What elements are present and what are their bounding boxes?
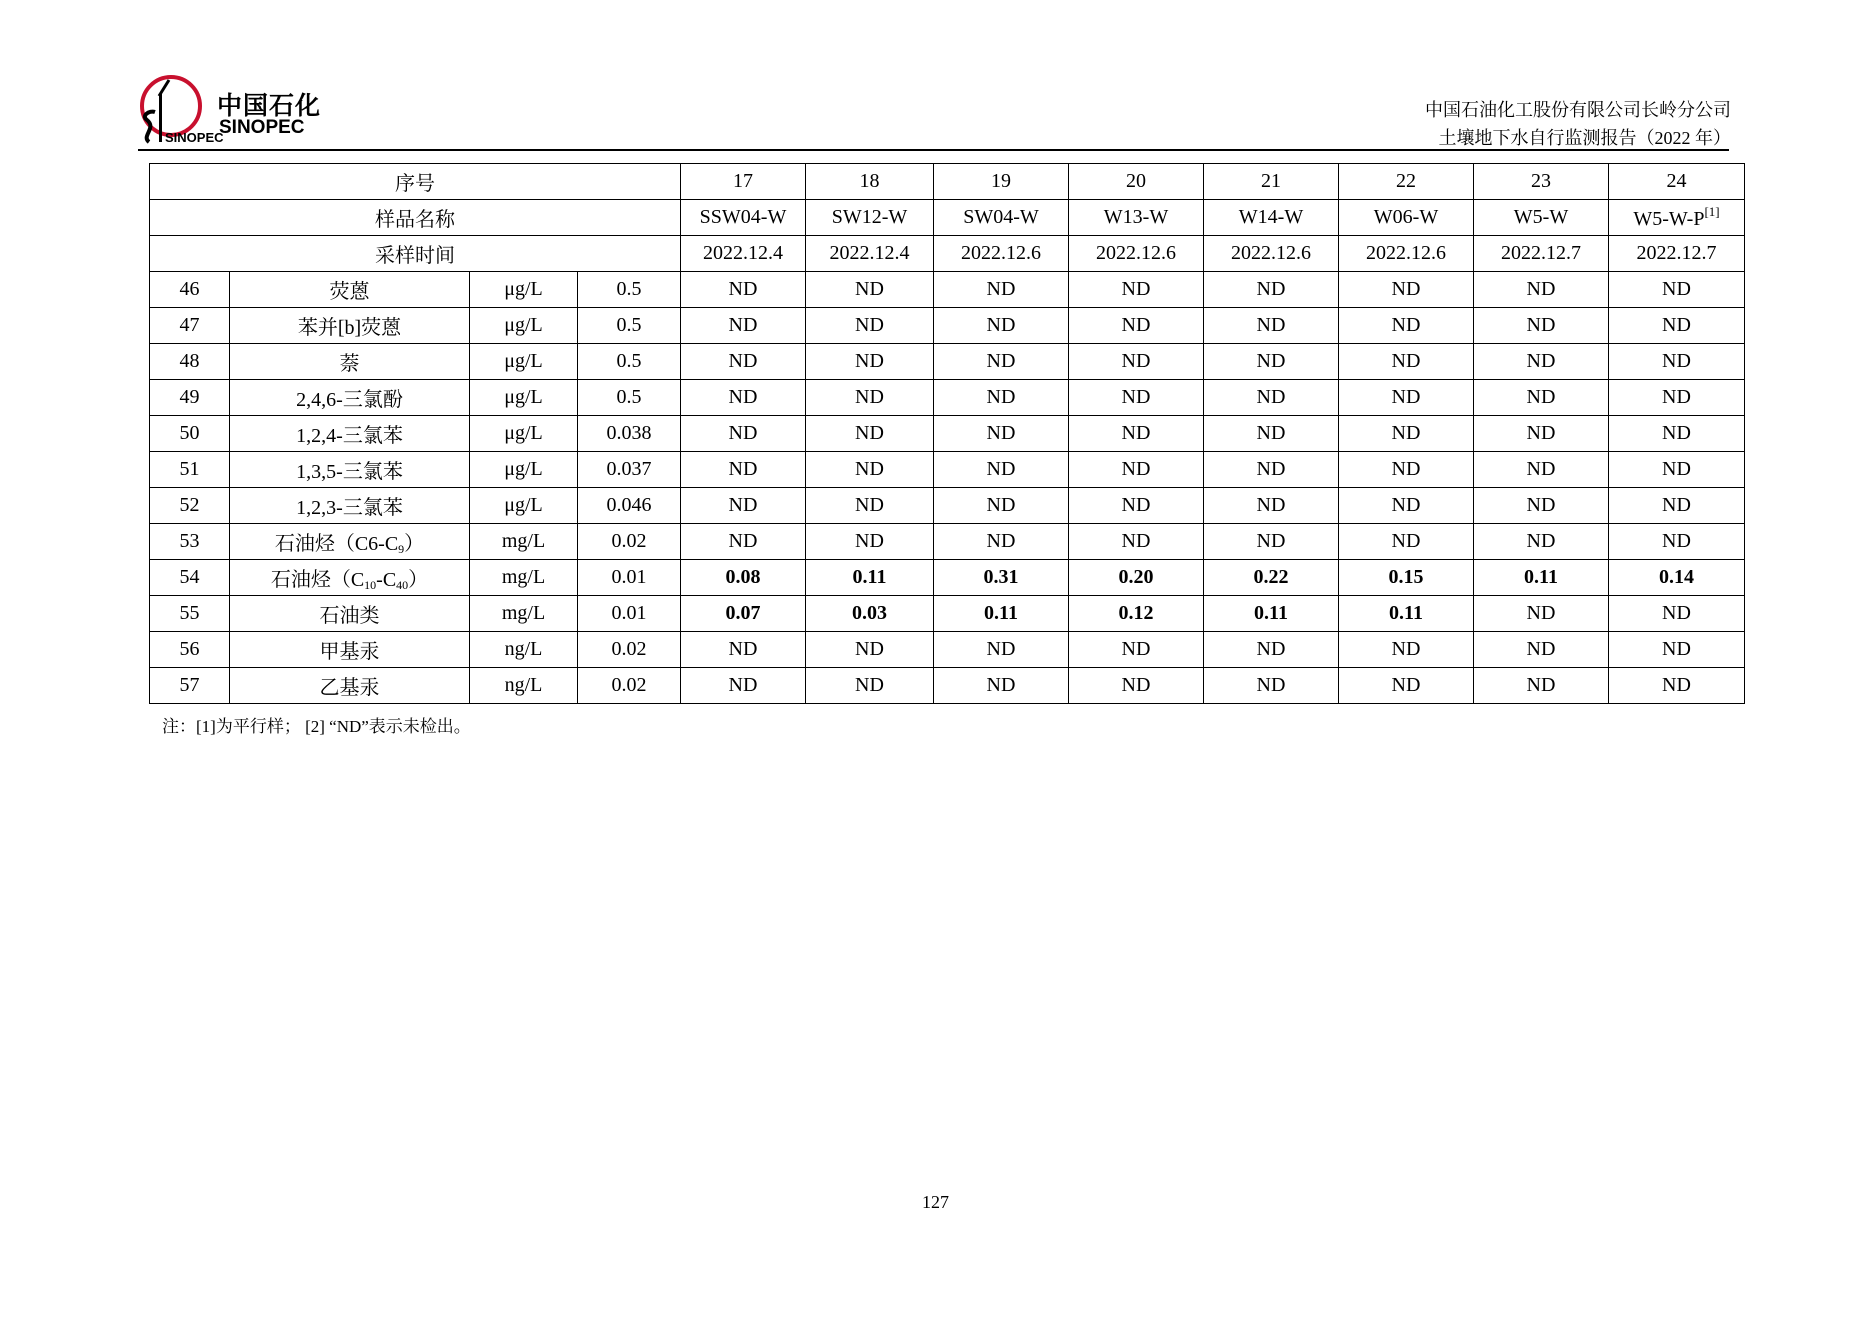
result-value: ND bbox=[1609, 416, 1745, 452]
row-number: 56 bbox=[150, 632, 230, 668]
column-sample-name: W13-W bbox=[1069, 200, 1204, 236]
result-value: ND bbox=[681, 272, 806, 308]
result-value: 0.03 bbox=[806, 596, 934, 632]
result-value: 0.11 bbox=[806, 560, 934, 596]
analyte-subscript: 9 bbox=[398, 541, 405, 556]
result-value: ND bbox=[934, 488, 1069, 524]
result-value: 0.31 bbox=[934, 560, 1069, 596]
unit: ng/L bbox=[470, 668, 578, 704]
column-sample-name: SW04-W bbox=[934, 200, 1069, 236]
logo-english-name: SINOPEC bbox=[219, 117, 305, 138]
detection-limit: 0.02 bbox=[578, 668, 681, 704]
analyte-name: 荧蒽 bbox=[230, 272, 470, 308]
table-row bbox=[150, 416, 1745, 452]
table-row bbox=[150, 344, 1745, 380]
result-value: ND bbox=[681, 416, 806, 452]
column-sampling-date: 2022.12.6 bbox=[1339, 236, 1474, 272]
result-value: ND bbox=[681, 452, 806, 488]
result-value: ND bbox=[681, 308, 806, 344]
result-value: 0.11 bbox=[1474, 560, 1609, 596]
analyte-name-part: 石油烃（C6-C bbox=[274, 532, 399, 555]
column-seq: 18 bbox=[806, 164, 934, 200]
table-footnote: 注：[1]为平行样； [2] “ND”表示未检出。 bbox=[162, 717, 471, 736]
result-value: ND bbox=[1339, 416, 1474, 452]
unit: mg/L bbox=[470, 596, 578, 632]
result-value: ND bbox=[1339, 632, 1474, 668]
table-row bbox=[150, 596, 1745, 632]
result-value: ND bbox=[1204, 452, 1339, 488]
row-number: 46 bbox=[150, 272, 230, 308]
analyte-name: 萘 bbox=[230, 344, 470, 380]
row-number: 49 bbox=[150, 380, 230, 416]
result-value: ND bbox=[934, 524, 1069, 560]
result-value: ND bbox=[681, 668, 806, 704]
result-value: ND bbox=[1069, 416, 1204, 452]
result-value: ND bbox=[934, 344, 1069, 380]
unit: μg/L bbox=[470, 416, 578, 452]
result-value: ND bbox=[806, 416, 934, 452]
result-value: ND bbox=[806, 488, 934, 524]
result-value: ND bbox=[1204, 488, 1339, 524]
result-value: ND bbox=[1339, 668, 1474, 704]
result-value: ND bbox=[1069, 344, 1204, 380]
analyte-name bbox=[230, 524, 470, 560]
result-value: ND bbox=[1204, 524, 1339, 560]
column-sampling-date: 2022.12.6 bbox=[1069, 236, 1204, 272]
table-row bbox=[150, 452, 1745, 488]
monitoring-results-table bbox=[149, 163, 1745, 704]
result-value: ND bbox=[806, 452, 934, 488]
result-value: ND bbox=[1204, 632, 1339, 668]
result-value: ND bbox=[681, 632, 806, 668]
result-value: 0.22 bbox=[1204, 560, 1339, 596]
column-sample-name: W06-W bbox=[1339, 200, 1474, 236]
column-sample-name: SSW04-W bbox=[681, 200, 806, 236]
column-seq: 24 bbox=[1609, 164, 1745, 200]
table-body bbox=[150, 164, 1745, 704]
result-value: ND bbox=[806, 380, 934, 416]
result-value: ND bbox=[1339, 272, 1474, 308]
result-value: ND bbox=[1609, 452, 1745, 488]
column-sampling-date: 2022.12.6 bbox=[1204, 236, 1339, 272]
sampling-time-label: 采样时间 bbox=[150, 236, 681, 272]
result-value: ND bbox=[1474, 632, 1609, 668]
result-value: 0.07 bbox=[681, 596, 806, 632]
analyte-name: 1,2,3-三氯苯 bbox=[230, 488, 470, 524]
header-row-sample-name bbox=[150, 200, 1745, 236]
row-number: 53 bbox=[150, 524, 230, 560]
result-value: ND bbox=[934, 632, 1069, 668]
report-title: 土壤地下水自行监测报告（2022 年） bbox=[1438, 128, 1731, 148]
column-sampling-date: 2022.12.7 bbox=[1609, 236, 1745, 272]
result-value: ND bbox=[1474, 488, 1609, 524]
result-value: ND bbox=[681, 380, 806, 416]
analyte-name: 2,4,6-三氯酚 bbox=[230, 380, 470, 416]
result-value: ND bbox=[1339, 488, 1474, 524]
report-header bbox=[1425, 96, 1731, 152]
detection-limit: 0.01 bbox=[578, 596, 681, 632]
unit: ng/L bbox=[470, 632, 578, 668]
column-seq: 22 bbox=[1339, 164, 1474, 200]
unit: mg/L bbox=[470, 560, 578, 596]
header-row-sampling-time bbox=[150, 236, 1745, 272]
result-value: ND bbox=[934, 308, 1069, 344]
column-sample-name: W5-W bbox=[1474, 200, 1609, 236]
analyte-name: 乙基汞 bbox=[230, 668, 470, 704]
result-value: ND bbox=[1609, 272, 1745, 308]
analyte-name bbox=[230, 560, 470, 596]
analyte-name: 1,3,5-三氯苯 bbox=[230, 452, 470, 488]
result-value: ND bbox=[1204, 272, 1339, 308]
result-value: ND bbox=[1204, 416, 1339, 452]
result-value: ND bbox=[1609, 668, 1745, 704]
logo-mark-text: SINOPEC bbox=[165, 130, 224, 145]
result-value: 0.15 bbox=[1339, 560, 1474, 596]
result-value: ND bbox=[1339, 380, 1474, 416]
result-value: ND bbox=[1069, 488, 1204, 524]
analyte-subscript: 10 bbox=[364, 577, 377, 592]
result-value: 0.08 bbox=[681, 560, 806, 596]
result-value: 0.11 bbox=[934, 596, 1069, 632]
result-value: ND bbox=[1339, 308, 1474, 344]
analyte-name: 1,2,4-三氯苯 bbox=[230, 416, 470, 452]
analyte-subscript: 40 bbox=[396, 577, 409, 592]
result-value: ND bbox=[934, 668, 1069, 704]
result-value: 0.12 bbox=[1069, 596, 1204, 632]
result-value: ND bbox=[934, 416, 1069, 452]
row-number: 55 bbox=[150, 596, 230, 632]
result-value: ND bbox=[934, 272, 1069, 308]
sample-name-text: W5-W-P bbox=[1633, 208, 1705, 230]
analyte-name: 甲基汞 bbox=[230, 632, 470, 668]
result-value: ND bbox=[934, 380, 1069, 416]
analyte-name-part: ） bbox=[404, 532, 425, 555]
sinopec-logo bbox=[135, 72, 335, 146]
result-value: ND bbox=[1609, 596, 1745, 632]
table-row bbox=[150, 560, 1745, 596]
detection-limit: 0.037 bbox=[578, 452, 681, 488]
analyte-name-part: ） bbox=[408, 568, 429, 591]
result-value: ND bbox=[806, 668, 934, 704]
result-value: 0.11 bbox=[1204, 596, 1339, 632]
result-value: ND bbox=[1339, 344, 1474, 380]
result-value: ND bbox=[1474, 596, 1609, 632]
result-value: ND bbox=[806, 632, 934, 668]
row-number: 50 bbox=[150, 416, 230, 452]
row-number: 48 bbox=[150, 344, 230, 380]
row-number: 52 bbox=[150, 488, 230, 524]
row-number: 57 bbox=[150, 668, 230, 704]
result-value: ND bbox=[806, 344, 934, 380]
result-value: ND bbox=[1069, 452, 1204, 488]
result-value: ND bbox=[1204, 380, 1339, 416]
logo-chinese-name: 中国石化 bbox=[217, 91, 322, 120]
analyte-name: 石油类 bbox=[230, 596, 470, 632]
parallel-sample-footnote-ref: [1] bbox=[1704, 204, 1720, 219]
unit: μg/L bbox=[470, 308, 578, 344]
seq-label: 序号 bbox=[150, 164, 681, 200]
result-value: ND bbox=[1069, 380, 1204, 416]
result-value: ND bbox=[934, 452, 1069, 488]
detection-limit: 0.046 bbox=[578, 488, 681, 524]
row-number: 54 bbox=[150, 560, 230, 596]
table-row bbox=[150, 380, 1745, 416]
result-value: ND bbox=[681, 344, 806, 380]
header-row-seq bbox=[150, 164, 1745, 200]
analyte-name: 苯并[b]荧蒽 bbox=[230, 308, 470, 344]
detection-limit: 0.5 bbox=[578, 272, 681, 308]
unit: μg/L bbox=[470, 380, 578, 416]
unit: mg/L bbox=[470, 524, 578, 560]
column-sample-name bbox=[1609, 200, 1745, 236]
result-value: ND bbox=[1069, 272, 1204, 308]
analyte-name-part: -C bbox=[376, 568, 397, 591]
result-value: ND bbox=[681, 524, 806, 560]
result-value: ND bbox=[681, 488, 806, 524]
unit: μg/L bbox=[470, 488, 578, 524]
result-value: ND bbox=[1204, 344, 1339, 380]
result-value: ND bbox=[1069, 524, 1204, 560]
detection-limit: 0.5 bbox=[578, 308, 681, 344]
result-value: ND bbox=[806, 524, 934, 560]
row-number: 47 bbox=[150, 308, 230, 344]
analyte-name-part: 石油烃（C bbox=[270, 568, 365, 591]
result-value: ND bbox=[1339, 452, 1474, 488]
table-row bbox=[150, 308, 1745, 344]
result-value: ND bbox=[1474, 380, 1609, 416]
result-value: ND bbox=[1474, 416, 1609, 452]
result-value: ND bbox=[1474, 344, 1609, 380]
result-value: ND bbox=[1609, 308, 1745, 344]
detection-limit: 0.02 bbox=[578, 524, 681, 560]
detection-limit: 0.038 bbox=[578, 416, 681, 452]
detection-limit: 0.5 bbox=[578, 380, 681, 416]
result-value: ND bbox=[806, 308, 934, 344]
result-value: ND bbox=[1474, 524, 1609, 560]
column-seq: 17 bbox=[681, 164, 806, 200]
result-value: 0.14 bbox=[1609, 560, 1745, 596]
unit: μg/L bbox=[470, 344, 578, 380]
unit: μg/L bbox=[470, 272, 578, 308]
result-value: ND bbox=[1474, 272, 1609, 308]
result-value: ND bbox=[1474, 452, 1609, 488]
sample-name-label: 样品名称 bbox=[150, 200, 681, 236]
column-sample-name: SW12-W bbox=[806, 200, 934, 236]
detection-limit: 0.5 bbox=[578, 344, 681, 380]
column-sampling-date: 2022.12.7 bbox=[1474, 236, 1609, 272]
result-value: ND bbox=[1609, 632, 1745, 668]
result-value: ND bbox=[1204, 308, 1339, 344]
detection-limit: 0.01 bbox=[578, 560, 681, 596]
column-sampling-date: 2022.12.4 bbox=[806, 236, 934, 272]
result-value: ND bbox=[1609, 380, 1745, 416]
result-value: ND bbox=[1069, 308, 1204, 344]
column-seq: 23 bbox=[1474, 164, 1609, 200]
header-divider bbox=[138, 149, 1729, 151]
result-value: 0.20 bbox=[1069, 560, 1204, 596]
table-row bbox=[150, 632, 1745, 668]
result-value: ND bbox=[1609, 344, 1745, 380]
company-name: 中国石油化工股份有限公司长岭分公司 bbox=[1425, 100, 1731, 120]
result-value: ND bbox=[1609, 524, 1745, 560]
column-seq: 19 bbox=[934, 164, 1069, 200]
detection-limit: 0.02 bbox=[578, 632, 681, 668]
result-value: ND bbox=[1069, 632, 1204, 668]
row-number: 51 bbox=[150, 452, 230, 488]
result-value: ND bbox=[1339, 524, 1474, 560]
column-seq: 20 bbox=[1069, 164, 1204, 200]
column-seq: 21 bbox=[1204, 164, 1339, 200]
page-number: 127 bbox=[922, 1192, 949, 1212]
column-sample-name: W14-W bbox=[1204, 200, 1339, 236]
result-value: ND bbox=[1069, 668, 1204, 704]
unit: μg/L bbox=[470, 452, 578, 488]
result-value: ND bbox=[1204, 668, 1339, 704]
result-value: ND bbox=[1474, 308, 1609, 344]
column-sampling-date: 2022.12.6 bbox=[934, 236, 1069, 272]
column-sampling-date: 2022.12.4 bbox=[681, 236, 806, 272]
result-value: ND bbox=[1474, 668, 1609, 704]
table-row bbox=[150, 668, 1745, 704]
result-value: 0.11 bbox=[1339, 596, 1474, 632]
table-row bbox=[150, 488, 1745, 524]
result-value: ND bbox=[1609, 488, 1745, 524]
table-row bbox=[150, 524, 1745, 560]
result-value: ND bbox=[806, 272, 934, 308]
table-row bbox=[150, 272, 1745, 308]
sinopec-logo-mark-icon bbox=[135, 72, 224, 146]
